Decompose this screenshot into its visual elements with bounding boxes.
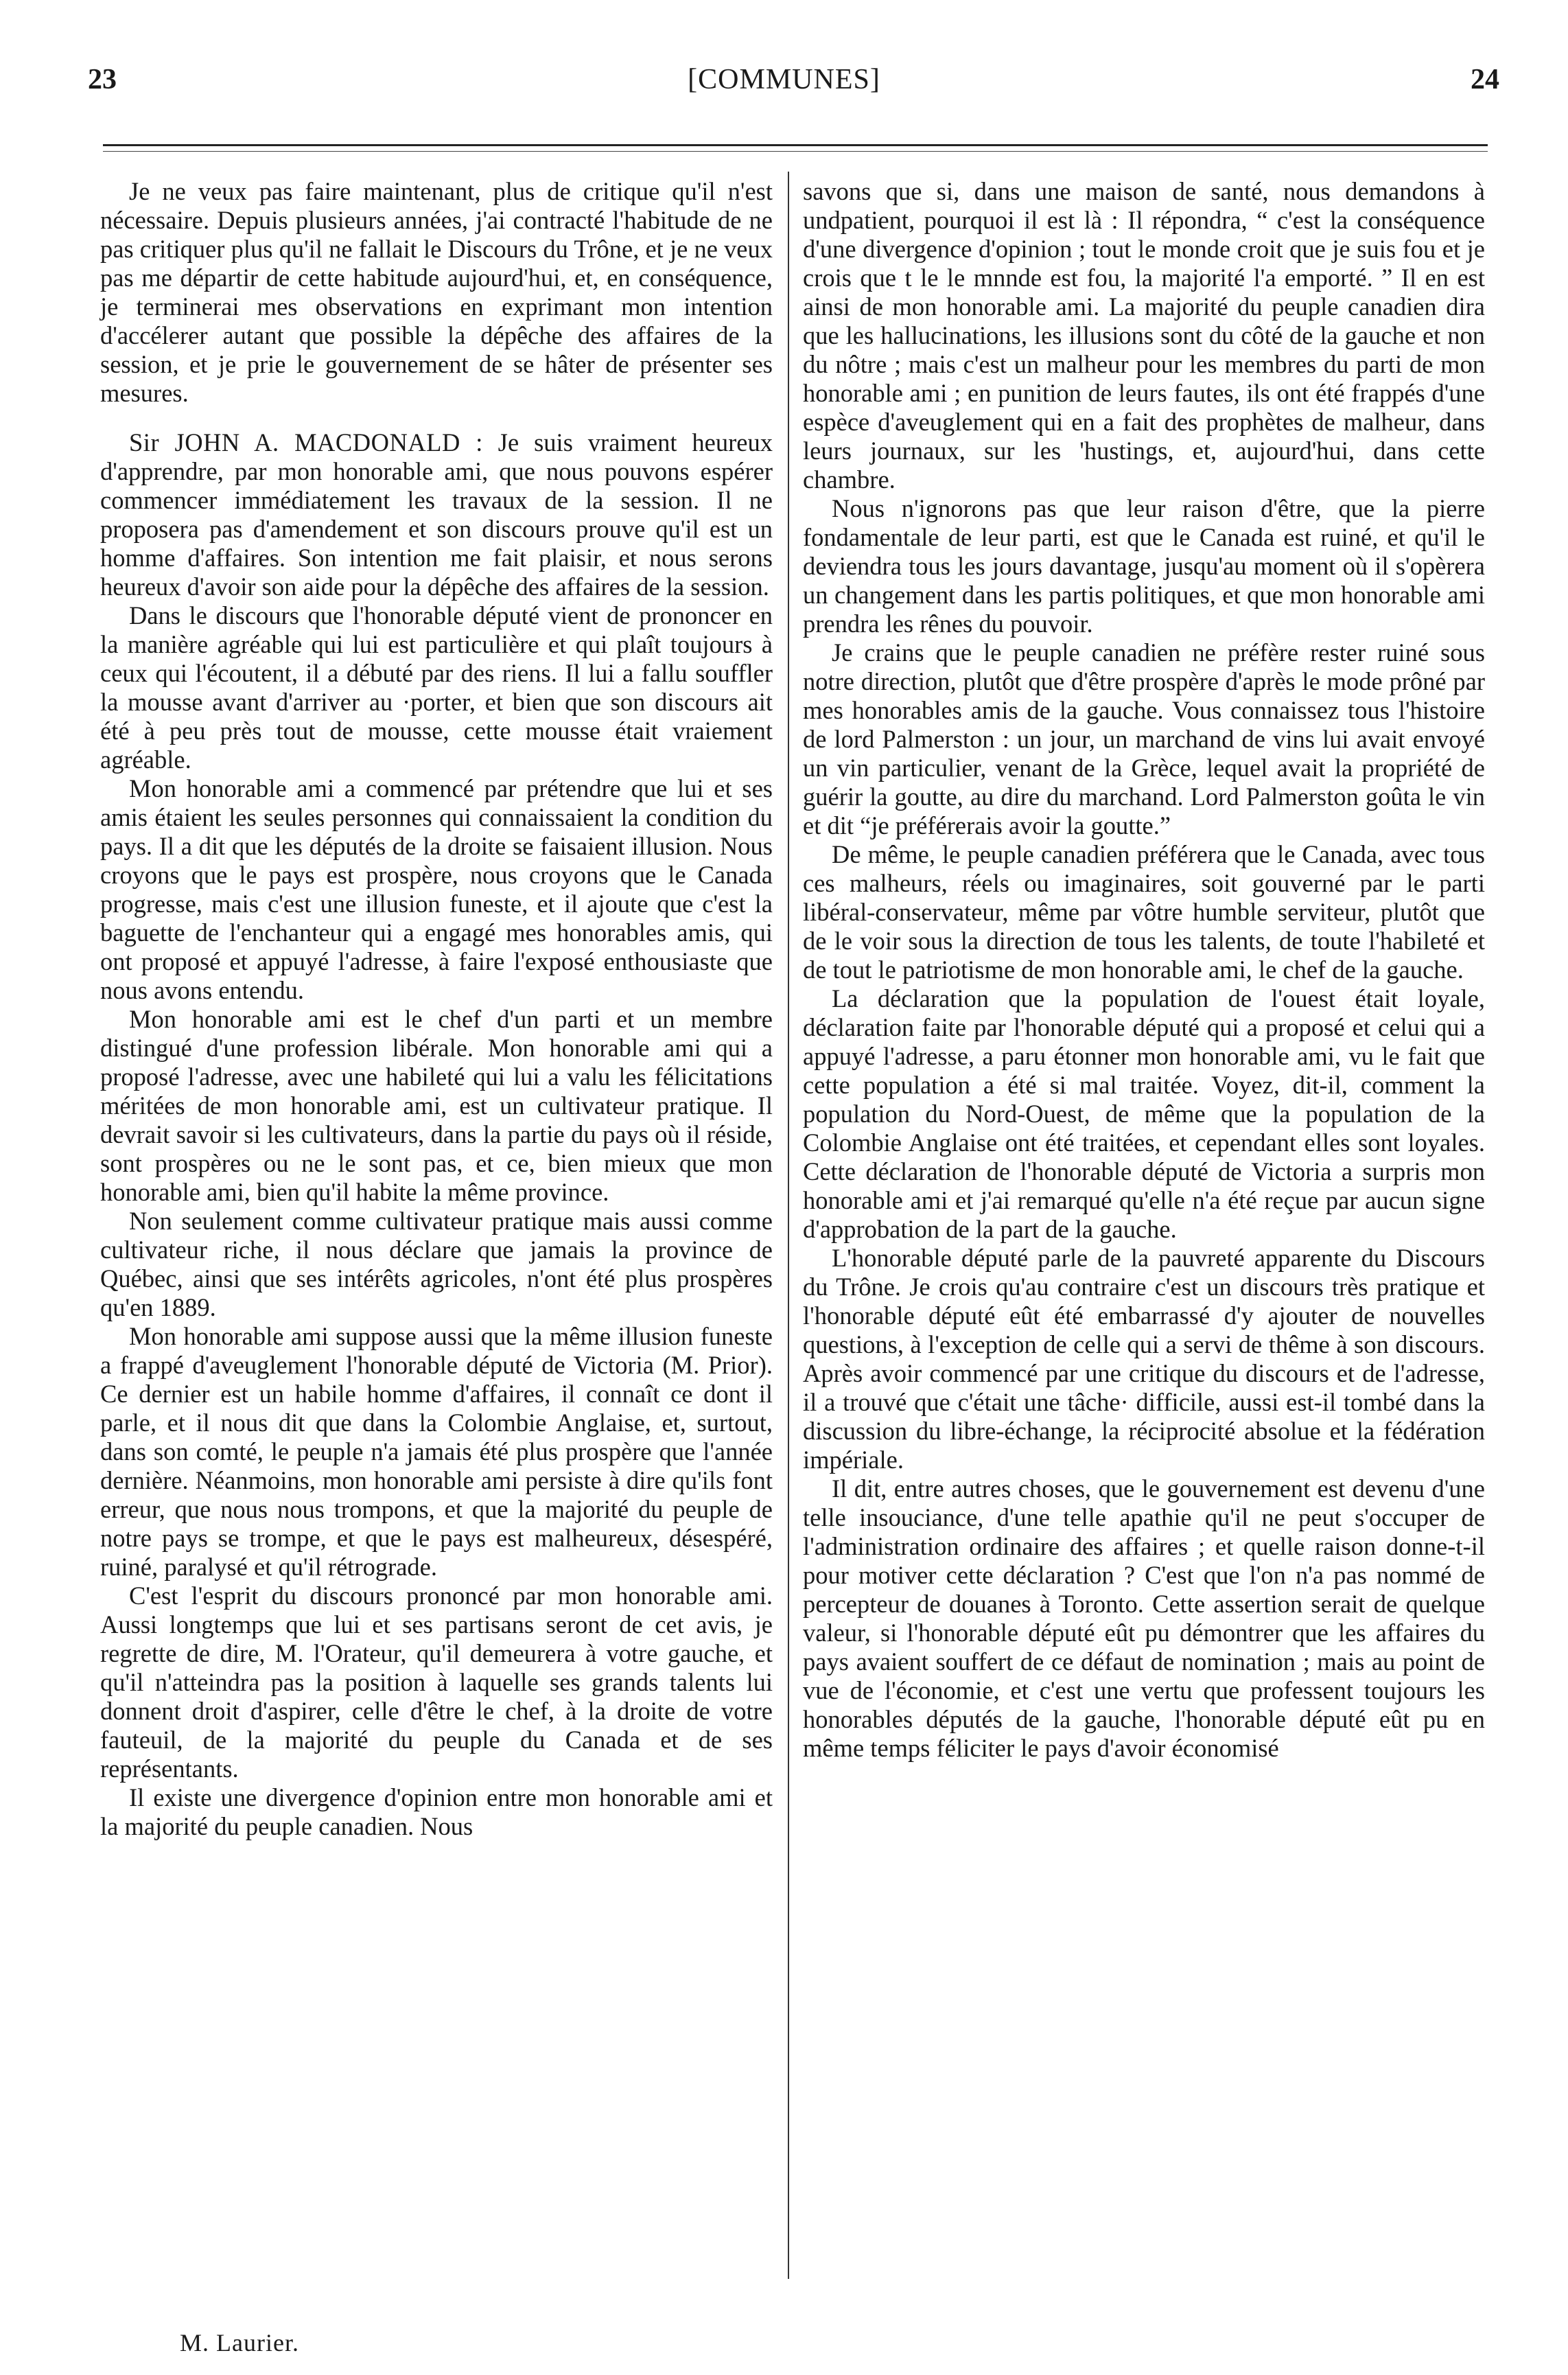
- paragraph: Mon honorable ami suppose aussi que la même illusion funeste a frappé d'aveuglement l'honorable député de Victoria (M. Prior). Ce dernier est un habile homme d'affaires, il connaît ce dont il parle, et il nous dit que dans la Colombie Anglaise, et, surtout, dans son comté, le peuple n'a jamais été plus prospère que l'année dernière. Néanmoins, mon honorable ami persiste à dire qu'ils font erreur, que nous nous trompons, et que la majorité du peuple de notre pays se trompe, et que le pays est malheureux, désespéré, ruiné, paralysé et qu'il rétrograde.: [100, 1322, 773, 1581]
- paragraph: Dans le discours que l'honorable député vient de prononcer en la manière agréable qui lui est particulière et qui plaît toujours à ceux qui l'écoutent, il a débuté par des riens. Il lui a fallu souffler la mousse avant d'arriver au ·porter, et bien que son discours ait été à peu près tout de mousse, cette mousse était vraiement agréable.: [100, 601, 773, 774]
- header-rule: [103, 144, 1488, 146]
- speech-text: Je suis vraiment heureux d'apprendre, par mon honorable ami, que nous pouvons espérer commencer immédiatement les travaux de la session. Il ne proposera pas d'amendement et son discours prouve qu'il est un homme d'affaires. Son intention me fait plaisir, et nous serons heureux d'avoir son aide pour la dépêche des affaires de la session.: [100, 428, 773, 601]
- paragraph: Nous n'ignorons pas que leur raison d'être, que la pierre fondamentale de leur parti, est que le Canada est ruiné, et qu'il le deviendra tous les jours davantage, jusqu'au moment où il s'opèrera un changement dans les partis politiques, et que mon honorable ami prendra les rênes du pouvoir.: [803, 494, 1485, 638]
- running-head: [COMMUNES]: [688, 64, 880, 95]
- right-column: [803, 177, 1485, 1763]
- header-rule-thin: [103, 151, 1488, 152]
- paragraph: Je crains que le peuple canadien ne préfère rester ruiné sous notre direction, plutôt que d'être prospère d'après le mode prôné par mes honorables amis de la gauche. Vous connaissez tous l'histoire de lord Palmerston : un jour, un marchand de vins lui avait envoyé un vin particulier, venant de la Grèce, lequel avait la propriété de guérir la goutte, au dire du marchand. Lord Palmerston goûta le vin et dit “je préférerais avoir la goutte.”: [803, 638, 1485, 839]
- paragraph: La déclaration que la population de l'ouest était loyale, déclaration faite par l'honorable député qui a proposé et celui qui a appuyé l'adresse, a paru étonner mon honorable ami, vu le fait que cette population a été si mal traitée. Voyez, dit-il, comment la population du Nord-Ouest, de même que la population de la Colombie Anglaise ont été traitées, et cependant elles sont loyales. Cette déclaration de l'honorable député de Victoria a surpris mon honorable ami et j'ai remarqué qu'elle n'a été reçue par aucun signe d'approbation de la part de la gauche.: [803, 984, 1485, 1243]
- paragraph: C'est l'esprit du discours prononcé par mon honorable ami. Aussi longtemps que lui et ses partisans seront de cet avis, je regrette de dire, M. l'Orateur, qu'il demeurera à votre gauche, et qu'il n'atteindra pas la position à laquelle ses grands talents lui donnent droit d'aspirer, celle d'être le chef, à la droite de votre fauteuil, de la majorité du peuple du Canada et de ses représentants.: [100, 1582, 773, 1783]
- left-column: [100, 177, 773, 1841]
- paragraph: Mon honorable ami a commencé par prétendre que lui et ses amis étaient les seules personnes qui connaissaient la condition du pays. Il a dit que les députés de la droite se faisaient illusion. Nous croyons que le pays est prospère, nous croyons que le Canada progresse, mais c'est une illusion funeste, et il ajoute que c'est la baguette de l'enchanteur qui a engagé mes honorables amis, qui ont proposé et appuyé l'adresse, à faire l'exposé enthousiaste que nous avons entendu.: [100, 774, 773, 1004]
- page-number-right: 24: [1471, 64, 1499, 95]
- paragraph: savons que si, dans une maison de santé, nous demandons à undpatient, pourquoi il est là : Il répondra, “ c'est la conséquence d'une divergence d'opinion ; tout le monde croit que je suis fou et je crois que t le le mnnde est fou, la majorité l'a emporté. ” Il en est ainsi de mon honorable ami. La majorité du peuple canadien dira que les hallucinations, les illusions sont du côté de la gauche et non du nôtre ; mais c'est un malheur pour les membres du parti de mon honorable ami ; en punition de leurs fautes, ils ont été frappés d'une espèce d'aveuglement qui en a fait des prophètes de malheur, dans leurs journaux, sur les 'hustings, et, aujourd'hui, dans cette chambre.: [803, 177, 1485, 494]
- page-header: [0, 63, 1568, 111]
- page-number-left: 23: [88, 64, 117, 95]
- paragraph: Mon honorable ami est le chef d'un parti et un membre distingué d'une profession libérale. Mon honorable ami qui a proposé l'adresse, avec une habileté qui lui a valu les félicitations méritées de mon honorable ami, est un cultivateur pratique. Il devrait savoir si les cultivateurs, dans la partie du pays où il réside, sont prospères ou ne le sont pas, et ce, bien mieux que mon honorable ami, bien qu'il habite la même province.: [100, 1005, 773, 1206]
- footer-speaker: M. Laurier.: [180, 2329, 299, 2356]
- speech-paragraph: [100, 428, 773, 601]
- paragraph: Il existe une divergence d'opinion entre mon honorable ami et la majorité du peuple canadien. Nous: [100, 1783, 773, 1840]
- paragraph: De même, le peuple canadien préférera que le Canada, avec tous ces malheurs, réels ou imaginaires, soit gouverné par le parti libéral-conservateur, même par vôtre humble serviteur, plutôt que de le voir sous la direction de tous les talents, de toute l'habileté et de tout le patriotisme de mon honorable ami, le chef de la gauche.: [803, 840, 1485, 984]
- speaker-name: Sir JOHN A. MACDONALD :: [129, 428, 483, 456]
- paragraph: Je ne veux pas faire maintenant, plus de critique qu'il n'est nécessaire. Depuis plusieurs années, j'ai contracté l'habitude de ne pas critiquer plus qu'il ne fallait le Discours du Trône, et je ne veux pas me départir de cette habitude aujourd'hui, et, en conséquence, je terminerai mes observations en exprimant mon intention d'accélerer autant que possible la dépêche des affaires de la session, et je prie le gouvernement de se hâter de présenter ses mesures.: [100, 177, 773, 407]
- paragraph: Non seulement comme cultivateur pratique mais aussi comme cultivateur riche, il nous déclare que jamais la province de Québec, ainsi que ses intérêts agricoles, n'ont été plus prospères qu'en 1889.: [100, 1207, 773, 1321]
- paragraph: Il dit, entre autres choses, que le gouvernement est devenu d'une telle insouciance, d'une telle apathie qu'il ne peut s'occuper de l'administration ordinaire des affaires ; et quelle raison donne-t-il pour motiver cette déclaration ? C'est que l'on n'a pas nommé de percepteur de douanes à Toronto. Cette assertion serait de quelque valeur, si l'honorable député eût pu démontrer que les affaires du pays avaient souffert de ce défaut de nomination ; mais au point de vue de l'économie, et c'est une vertu que professent toujours les honorables députés de la gauche, l'honorable député eût pu en même temps féliciter le pays d'avoir économisé: [803, 1474, 1485, 1762]
- column-divider: [788, 172, 789, 2279]
- paragraph: L'honorable député parle de la pauvreté apparente du Discours du Trône. Je crois qu'au contraire c'est un discours très pratique et l'honorable député eût été embarrassé d'y ajouter de nouvelles questions, à l'exception de celle qui a servi de thême à son discours. Après avoir commencé par une critique du discours et de l'adresse, il a trouvé que c'était une tâche· difficile, aussi est-il tombé dans la discussion du libre-échange, la réciprocité absolue et la fédération impériale.: [803, 1244, 1485, 1474]
